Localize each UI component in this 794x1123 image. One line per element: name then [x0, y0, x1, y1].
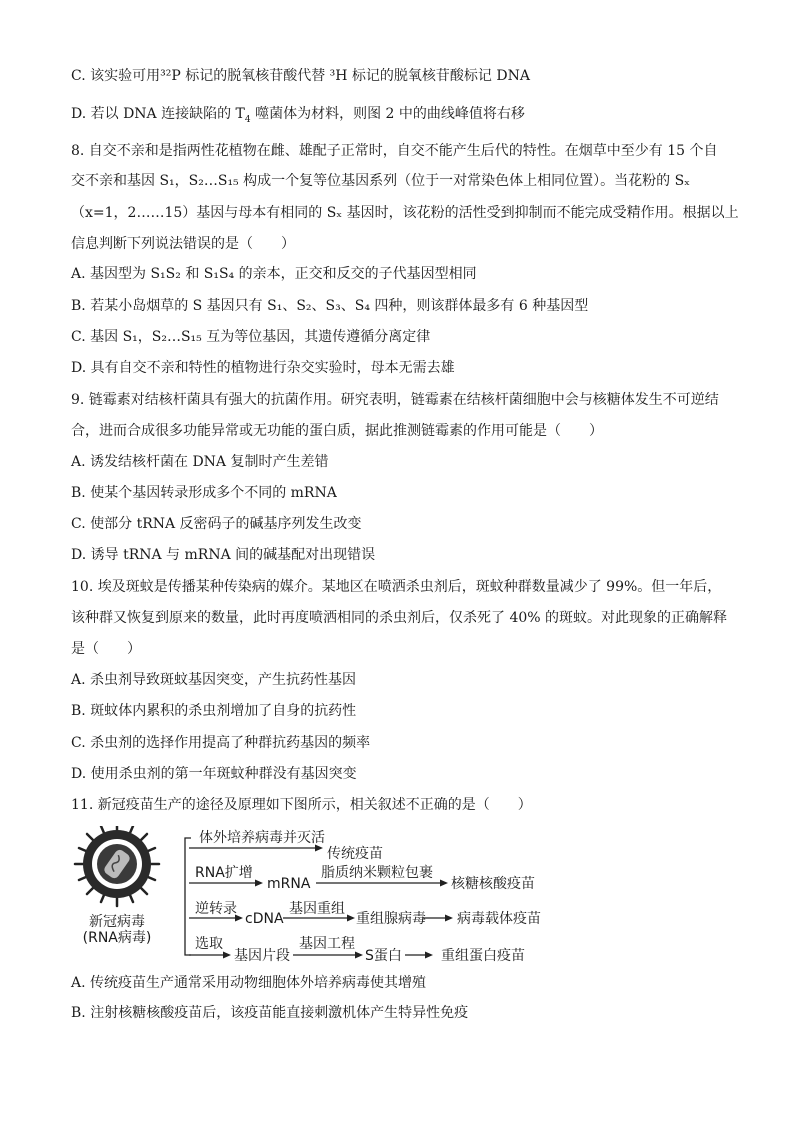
q8-option-b: B. 若某小岛烟草的 S 基因只有 S₁、S₂、S₃、S₄ 四种，则该群体最多有 6 种基因型	[71, 298, 589, 314]
q11-stem: 11. 新冠疫苗生产的途径及原理如下图所示，相关叙述不正确的是（ ）	[71, 797, 532, 813]
virus-name: 新冠病毒	[89, 914, 145, 930]
row1-label: 体外培养病毒并灭活	[199, 830, 325, 846]
q11-option-b: B. 注射核糖核酸疫苗后，该疫苗能直接刺激机体产生特异性免疫	[71, 1005, 469, 1021]
mrna-vaccine: 核糖核酸疫苗	[451, 876, 535, 892]
q9-option-c: C. 使部分 tRNA 反密码子的碱基序列发生改变	[71, 516, 362, 532]
row3-label2: 基因重组	[289, 901, 345, 917]
q10-option-d: D. 使用杀虫剂的第一年斑蚊种群没有基因突变	[71, 766, 357, 782]
row3-cdna: cDNA	[245, 911, 284, 927]
q7-option-d-sub: 4	[244, 114, 251, 125]
q10-option-c: C. 杀虫剂的选择作用提高了种群抗药基因的频率	[71, 735, 371, 751]
q7-option-d-part1: D. 若以 DNA 连接缺陷的 T	[71, 106, 245, 122]
q9-stem-1: 9. 链霉素对结核杆菌具有强大的抗菌作用。研究表明，链霉素在结核杆菌细胞中会与核糖体发生不可逆结	[71, 392, 719, 408]
q11-option-a: A. 传统疫苗生产通常采用动物细胞体外培养病毒使其增殖	[71, 975, 427, 991]
q9-option-a: A. 诱发结核杆菌在 DNA 复制时产生差错	[71, 454, 329, 470]
q7-option-d-part2: 噬菌体为材料，则图 2 中的曲线峰值将右移	[250, 106, 525, 122]
q8-stem-3: （x=1，2……15）基因与母本有相同的 Sₓ 基因时，该花粉的活性受到抑制而不能完成受精作用。根据以上	[71, 205, 739, 221]
row3-label1: 逆转录	[195, 901, 237, 917]
q8-stem-4: 信息判断下列说法错误的是（ ）	[71, 236, 295, 252]
vector-vaccine: 病毒载体疫苗	[457, 911, 541, 927]
q10-option-a: A. 杀虫剂导致斑蚊基因突变，产生抗药性基因	[71, 672, 357, 688]
q8-option-c: C. 基因 S₁，S₂…S₁₅ 互为等位基因，其遗传遵循分离定律	[71, 329, 431, 345]
q8-stem-2: 交不亲和基因 S₁，S₂…S₁₅ 构成一个复等位基因系列（位于一对常染色体上相同位置）。当花粉的 Sₓ	[71, 173, 691, 189]
q8-option-d: D. 具有自交不亲和特性的植物进行杂交实验时，母本无需去雄	[71, 360, 455, 376]
virus-icon	[75, 826, 159, 906]
protein-vaccine: 重组蛋白疫苗	[441, 948, 525, 964]
row4-gene-fragment: 基因片段	[234, 948, 290, 964]
row2-label2: 脂质纳米颗粒包裹	[321, 865, 433, 881]
q8-option-a: A. 基因型为 S₁S₂ 和 S₁S₄ 的亲本，正交和反交的子代基因型相同	[71, 266, 477, 282]
row4-s-protein: S蛋白	[365, 948, 402, 964]
q10-stem-1: 10. 埃及斑蚊是传播某种传染病的媒介。某地区在喷洒杀虫剂后，斑蚊种群数量减少了 99%。但一年后，	[71, 579, 722, 595]
virus-name-label	[71, 914, 163, 946]
row3-adenovirus: 重组腺病毒	[356, 911, 426, 927]
q10-stem-2: 该种群又恢复到原来的数量，此时再度喷洒相同的杀虫剂后，仅杀死了 40% 的斑蚊。对此现象的正确解释	[71, 610, 728, 626]
virus-type: (RNA病毒)	[82, 930, 152, 946]
q9-option-b: B. 使某个基因转录形成多个不同的 mRNA	[71, 485, 337, 501]
q10-stem-3: 是（ ）	[71, 641, 141, 657]
q8-stem-1: 8. 自交不亲和是指两性花植物在雌、雄配子正常时，自交不能产生后代的特性。在烟草中至少有 15 个自	[71, 143, 718, 159]
q7-option-c: C. 该实验可用³²P 标记的脱氧核苷酸代替 ³H 标记的脱氧核苷酸标记 DNA	[71, 68, 530, 84]
row2-mrna: mRNA	[267, 876, 311, 892]
q10-option-b: B. 斑蚊体内累积的杀虫剂增加了自身的抗药性	[71, 703, 357, 719]
vaccine-pathway-diagram	[71, 826, 551, 966]
row4-label1: 选取	[195, 936, 223, 952]
q9-stem-2: 合，进而合成很多功能异常或无功能的蛋白质，据此推测链霉素的作用可能是（ ）	[71, 423, 603, 439]
q9-option-d: D. 诱导 tRNA 与 mRNA 间的碱基配对出现错误	[71, 547, 376, 563]
q7-option-d	[71, 105, 525, 123]
traditional-vaccine: 传统疫苗	[327, 846, 383, 862]
row4-label2: 基因工程	[299, 936, 355, 952]
row2-label1: RNA扩增	[195, 865, 253, 881]
